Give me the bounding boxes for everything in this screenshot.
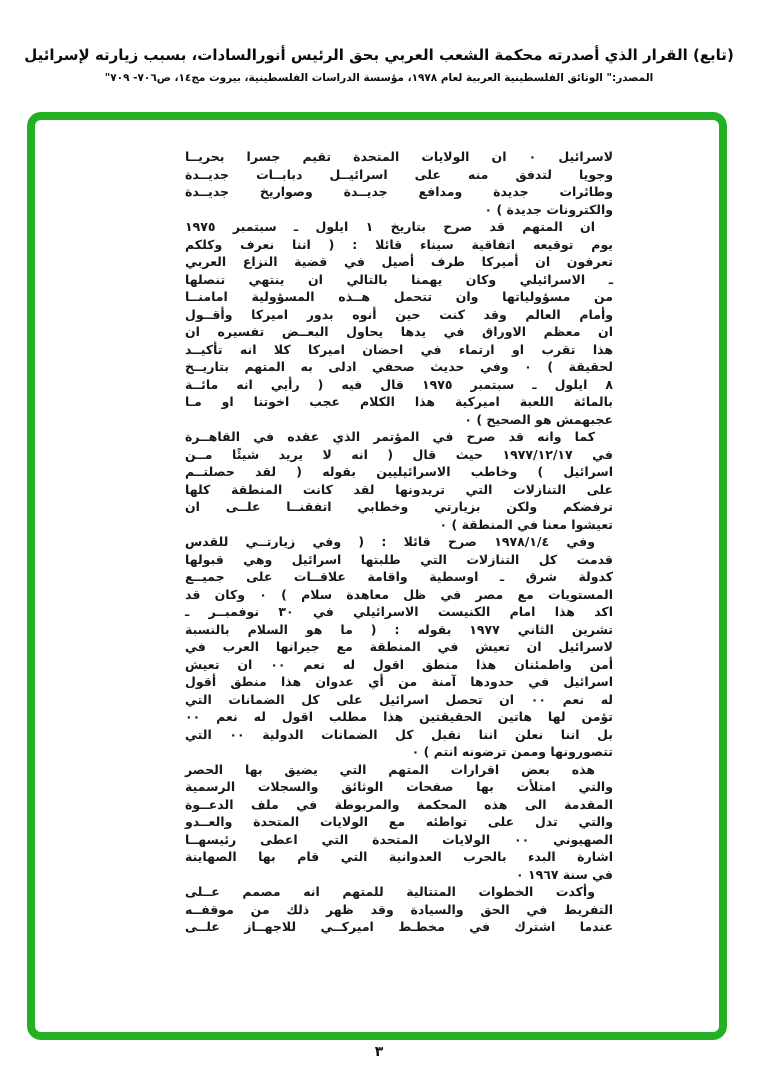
- body-line: والتي امتلأت بها صفحات الوثائق والسجلات الرسمية: [185, 779, 613, 794]
- body-line: كدولة شرق ـ اوسطية واقامة علاقــات على جميــع: [185, 569, 613, 584]
- body-line: على التنازلات التي تريدونها لقد كانت المنطقة كلها: [185, 481, 613, 497]
- body-line: قدمت كل التنازلات التي طلبتها اسرائيل وهي قبولها: [185, 551, 613, 567]
- body-line: لحقيقة ) ٠ وفي حديث صحفي ادلى به المتهم بتاريــخ: [185, 359, 614, 374]
- document-body: [185, 148, 613, 936]
- body-line: وجويا لتدفق منه على اسرائيــل دبابــات جديــدة: [185, 166, 613, 182]
- body-line: ان المتهم قد صرح بتاريخ ١ ايلول ـ سبتمبر ١٩٧٥: [185, 219, 596, 234]
- body-line: وفي ١٩٧٨/١/٤ صرح قائلا : ( وفي زيارتــي للقدس: [185, 534, 595, 549]
- body-line: ـ الاسرائيلي وكان يهمنا بالتالي ان ينتهي تنصلها: [185, 271, 613, 287]
- body-line: بالمائة اللعبة اميركية هذا الكلام عجب اخوتنا او مـا: [185, 394, 613, 409]
- body-line: ان معظم الاوراق في يدها يحاول البعــض تفسيره ان: [185, 324, 613, 339]
- body-line: في ١٩٧٧/١٢/١٧ حيث قال ( انه لا يريد شيئًا مــن: [185, 446, 613, 462]
- body-line: تتصورونها وممن ترضونه انتم ) ٠: [411, 744, 613, 759]
- body-line: اسرائيل في حدودها آمنة من أي عدوان هذا منطق أقول: [185, 674, 613, 689]
- body-line: اشارة البدء بالحرب العدوانية التي قام بها الصهاينة: [185, 849, 613, 864]
- body-line: لاسرائيل ٠ ان الولايات المتحدة تقيم جسرا بحريــا: [185, 149, 614, 164]
- body-line: لاسرائيل ان تعيش في المنطقة مع جيرانها العرب في: [185, 639, 613, 654]
- body-line: عجبهمش هو الصحيح ) ٠: [464, 411, 613, 427]
- body-line: والكترونات جديدة ) ٠: [484, 201, 613, 217]
- body-line: له نعم ٠٠ ان تحصل اسرائيل على كل الضمانات التي: [185, 691, 613, 707]
- body-line: وأمام العالم وقد كنت حين أنوه بدور اميركا وأقــول: [185, 306, 613, 322]
- body-line: هذا تقرب او ارتماء في احضان اميركا كلا انه تأكيــد: [185, 341, 613, 357]
- body-line: والتي تدل على تواطئه مع الولايات المتحدة والعــدو: [185, 814, 613, 829]
- body-line: تعيشوا معنا في المنطقة ) ٠: [439, 516, 613, 532]
- body-line: المستويات مع مصر في ظل معاهدة سلام ) ٠ وكان قد: [185, 586, 613, 602]
- body-line: بل اننا نعلن اننا نقبل كل الضمانات الدولية ٠٠ التي: [185, 726, 613, 742]
- body-line: في سنة ١٩٦٧ ٠: [515, 866, 613, 882]
- body-line: الصهيوني ٠٠ الولايات المتحدة التي اعطى رئيسهــا: [185, 831, 613, 847]
- page-title: (تابع) القرار الذي أصدرته محكمة الشعب العربي بحق الرئيس أنورالسادات، بسبب زيارته لإسرائيل: [24, 46, 734, 64]
- body-line: اسرائيل ) وخاطب الاسرائيليين بقوله ( لقد حصلتــم: [185, 464, 613, 479]
- source-line: المصدر:" الوثائق الفلسطينية العربية لعام ١٩٧٨، مؤسسة الدراسات الفلسطينية، بيروت مج١٤، ص٧٠٦- ٧٠٩": [104, 72, 654, 84]
- body-line: يوم توقيعه اتفاقية سيناء قائلا : ( اننا نعرف وكلكم: [185, 236, 613, 252]
- body-line: تؤمن لها هاتين الحقيقتين هذا مطلب اقول له نعم ٠٠: [185, 709, 613, 724]
- document-header: [0, 46, 758, 84]
- body-line: تعرفون ان أميركا طرف أصيل في قضية النزاع العربي: [185, 254, 613, 269]
- body-line: ٨ ايلول ـ سبتمبر ١٩٧٥ قال فيه ( رأيي انه مائــة: [185, 376, 613, 392]
- page-number: ٣: [374, 1044, 384, 1060]
- body-line: عندما اشترك في مخطـط اميركــي للاجهــاز علــى: [185, 919, 613, 934]
- body-line: كما وانه قد صرح في المؤتمر الذي عقده في القاهــرة: [185, 429, 595, 444]
- body-line: التفريط في الحق والسيادة وقد ظهر ذلك من موقفــه: [185, 901, 613, 917]
- body-line: من مسؤولياتها وان تتحمل هــذه المسؤولية امامنــا: [185, 289, 613, 304]
- body-line: اكد هذا امام الكنيست الاسرائيلي في ٣٠ نوفمبــر ـ: [185, 604, 613, 619]
- body-line: تشرين الثاني ١٩٧٧ بقوله : ( ما هو السلام بالنسبة: [185, 621, 613, 637]
- body-line: المقدمة الى هذه المحكمة والمربوطة في ملف الدعــوة: [185, 796, 613, 812]
- body-line: أمن واطمئنان هذا منطق اقول له نعم ٠٠ ان تعيش: [185, 656, 613, 672]
- body-line: ترفضكم ولكن بزيارتي وخطابي اتفقنــا علــى ان: [185, 499, 613, 514]
- body-line: وطائرات جديدة ومدافع جديــدة وصواريخ جديــدة: [185, 184, 613, 199]
- body-line: وأكدت الخطوات المتتالية للمتهم انه مصمم عــلى: [185, 884, 595, 899]
- body-line: هذه بعض اقرارات المتهم التي يضيق بها الحصر: [185, 761, 595, 777]
